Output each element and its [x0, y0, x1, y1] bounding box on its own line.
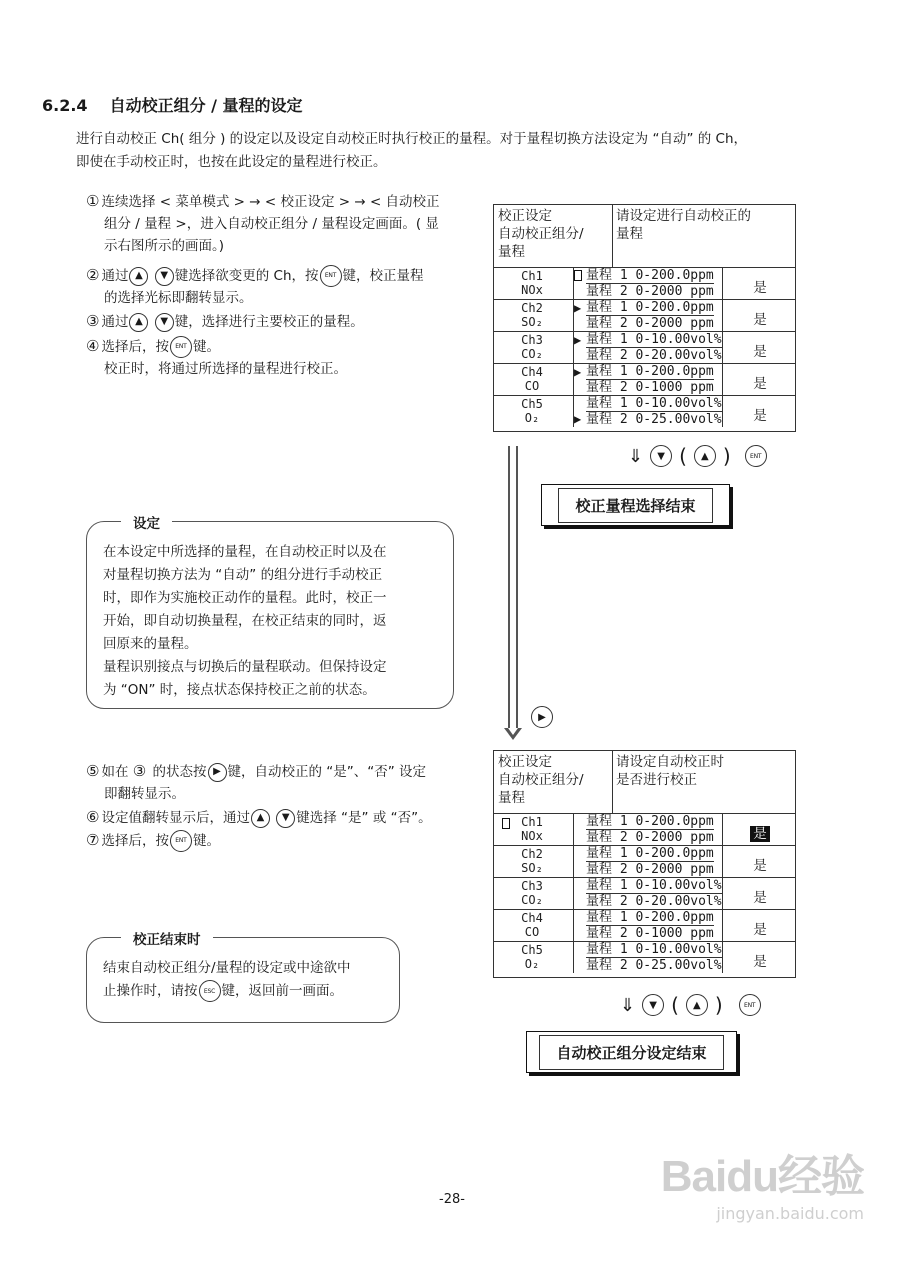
- step-text: 如在: [101, 764, 129, 780]
- lcd-header-left: [498, 207, 610, 261]
- section-number: 6.2.4: [42, 96, 88, 115]
- setting-note: [86, 516, 454, 709]
- lcd-header-text: 请设定自动校正时: [616, 754, 724, 770]
- auto-cal-value[interactable]: 是: [753, 376, 767, 392]
- gas-label: O₂: [524, 411, 540, 425]
- lcd-header-text: 自动校正组分/: [498, 772, 584, 788]
- cursor-arrow-icon: ▶: [574, 333, 582, 347]
- cursor-arrow-icon: ▶: [574, 365, 582, 379]
- channel-label: Ch5: [521, 397, 543, 411]
- step-number: ⑥: [86, 808, 100, 826]
- lcd-header-text: 自动校正组分/: [498, 226, 584, 242]
- lcd-row[interactable]: [494, 332, 795, 364]
- flow-arrow-line: [508, 446, 518, 728]
- paren-close: ): [714, 993, 723, 1017]
- channel-label: Ch2: [521, 301, 543, 315]
- range-2[interactable]: 量程 2 0-2000 ppm: [586, 316, 714, 331]
- cursor-box-icon: [574, 270, 582, 281]
- auto-cal-value[interactable]: 是: [753, 344, 767, 360]
- note-title: 设定: [121, 512, 172, 532]
- step-text: 键。: [192, 833, 220, 849]
- step-text: 的状态按: [152, 764, 207, 780]
- lcd-header-right: [616, 207, 751, 243]
- note-line: 回原来的量程。: [103, 636, 198, 652]
- esc-key-icon: ESC: [199, 980, 221, 1002]
- note-line: 键，返回前一画面。: [221, 983, 343, 999]
- step-text: 组分 / 量程 >，进入自动校正组分 / 量程设定画面。( 显: [104, 216, 439, 232]
- step-text: 设定值翻转显示后，通过: [101, 810, 250, 826]
- step-text: 通过: [101, 314, 129, 330]
- note-line: 对量程切换方法为 “自动” 的组分进行手动校正: [103, 567, 383, 583]
- lcd-header-text: 量程: [498, 244, 525, 260]
- range-2[interactable]: 量程 2 0-1000 ppm: [586, 380, 714, 395]
- gas-label: SO₂: [521, 861, 543, 875]
- note-line: 量程识别接点与切换后的量程联动。但保持设定: [103, 659, 387, 675]
- range-1: 量程 1 0-200.0ppm: [586, 814, 714, 829]
- lcd-row[interactable]: [494, 910, 795, 942]
- end-note: [86, 932, 400, 1023]
- range-2: 量程 2 0-25.00vol%: [586, 958, 722, 973]
- lcd-row[interactable]: [494, 814, 795, 846]
- note-body: [103, 957, 351, 1003]
- lcd-header-text: 量程: [616, 226, 643, 242]
- step-text: 键，选择进行主要校正的量程。: [174, 314, 364, 330]
- step-5: [86, 760, 486, 805]
- gas-label: NOx: [521, 283, 543, 297]
- range-1: 量程 1 0-200.0ppm: [586, 846, 714, 861]
- note-line: 时，即作为实施校正动作的量程。此时，校正一: [103, 590, 387, 606]
- note-title: 校正结束时: [121, 928, 213, 948]
- right-key-icon: ▶: [531, 706, 553, 728]
- auto-cal-value[interactable]: 是: [753, 858, 767, 874]
- down-key-icon: ▼: [276, 809, 295, 828]
- step-text: 即翻转显示。: [104, 786, 185, 802]
- step-number: ④: [86, 337, 100, 355]
- gas-label: CO₂: [521, 347, 543, 361]
- gas-label: O₂: [524, 957, 540, 971]
- channel-label: Ch4: [521, 911, 543, 925]
- down-key-icon: ▼: [650, 445, 672, 467]
- key-sequence-1: [628, 444, 768, 468]
- step-text: 键选择欲变更的 Ch，按: [174, 268, 319, 284]
- range-2: 量程 2 0-20.00vol%: [586, 894, 722, 909]
- double-down-arrow-icon: ⇓: [628, 445, 644, 467]
- lcd-header: [494, 751, 795, 814]
- auto-cal-value[interactable]: 是: [753, 280, 767, 296]
- range-2: 量程 2 0-1000 ppm: [586, 926, 714, 941]
- range-2[interactable]: 量程 2 0-2000 ppm: [586, 284, 714, 299]
- gas-label: CO: [524, 925, 540, 939]
- auto-cal-value[interactable]: 是: [753, 312, 767, 328]
- note-line: 结束自动校正组分/量程的设定或中途欲中: [103, 960, 351, 976]
- step-number: ②: [86, 266, 100, 284]
- auto-cal-value[interactable]: 是: [753, 954, 767, 970]
- step-text: 连续选择 < 菜单模式 > → < 校正设定 > → < 自动校正: [101, 194, 440, 210]
- ent-key-icon: ENT: [170, 336, 192, 358]
- auto-cal-value-selected[interactable]: [725, 822, 795, 842]
- lcd-header-text: 请设定进行自动校正的: [616, 208, 751, 224]
- section-title: 自动校正组分 / 量程的设定: [109, 96, 303, 115]
- paren-open: (: [679, 444, 687, 468]
- step-number: ⑤: [86, 762, 100, 780]
- ent-key-icon: ENT: [739, 994, 761, 1016]
- channel-label: Ch1: [521, 815, 543, 829]
- range-1[interactable]: 量程 1 0-200.0ppm: [586, 268, 714, 283]
- down-key-icon: ▼: [642, 994, 664, 1016]
- end-box-label: 校正量程选择结束: [558, 488, 712, 523]
- step-text: 键选择 “是” 或 “否”。: [296, 810, 432, 826]
- auto-cal-value[interactable]: 是: [753, 890, 767, 906]
- step-text: 键，自动校正的 “是”、“否” 设定: [227, 764, 427, 780]
- range-1[interactable]: 量程 1 0-200.0ppm: [586, 300, 714, 315]
- end-box-range: [541, 484, 730, 526]
- range-2[interactable]: 量程 2 0-25.00vol%: [586, 412, 722, 427]
- channel-label: Ch1: [521, 269, 543, 283]
- step-text: 校正时，将通过所选择的量程进行校正。: [104, 361, 347, 377]
- up-key-icon: ▲: [129, 267, 148, 286]
- double-down-arrow-icon: ⇓: [620, 994, 636, 1016]
- paren-open: (: [671, 993, 679, 1017]
- note-body: [103, 541, 387, 702]
- range-2: 量程 2 0-2000 ppm: [586, 830, 714, 845]
- range-1: 量程 1 0-200.0ppm: [586, 910, 714, 925]
- key-sequence-2: [620, 993, 762, 1017]
- lcd-header-left: [498, 753, 610, 807]
- lcd-header: [494, 205, 795, 268]
- intro-paragraph: [76, 128, 876, 174]
- range-1[interactable]: 量程 1 0-10.00vol%: [586, 332, 722, 347]
- channel-label: Ch2: [521, 847, 543, 861]
- channel-label: Ch4: [521, 365, 543, 379]
- range-1: 量程 1 0-10.00vol%: [586, 878, 722, 893]
- up-key-icon: ▲: [251, 809, 270, 828]
- step-text: 键。: [192, 339, 220, 355]
- end-box-label: 自动校正组分设定结束: [539, 1035, 723, 1070]
- lcd-header-text: 校正设定: [498, 208, 552, 224]
- note-line: 为 “ON” 时，接点状态保持校正之前的状态。: [103, 682, 376, 698]
- lcd-row[interactable]: [494, 942, 795, 973]
- gas-label: CO: [524, 379, 540, 393]
- up-key-icon: ▲: [694, 445, 716, 467]
- right-key-icon: ▶: [208, 763, 227, 782]
- ent-key-icon: ENT: [170, 830, 192, 852]
- step-text: 示右图所示的画面。): [104, 238, 225, 254]
- section-heading: [42, 93, 303, 116]
- lcd-row[interactable]: [494, 878, 795, 910]
- lcd-row[interactable]: [494, 300, 795, 332]
- paren-close: ): [722, 444, 731, 468]
- cursor-arrow-icon: ▶: [574, 301, 582, 315]
- step-text: 通过: [101, 268, 129, 284]
- watermark: [661, 1140, 864, 1223]
- lcd-screen-auto-cal: [493, 750, 796, 978]
- intro-line: 即使在手动校正时，也按在此设定的量程进行校正。: [76, 154, 387, 170]
- lcd-header-text: 是否进行校正: [616, 772, 697, 788]
- range-1[interactable]: 量程 1 0-10.00vol%: [586, 396, 722, 411]
- ent-key-icon: ENT: [320, 265, 342, 287]
- step-3: [86, 310, 486, 333]
- note-line: 开始，即自动切换量程，在校正结束的同时，返: [103, 613, 387, 629]
- lcd-row[interactable]: [494, 364, 795, 396]
- lcd-header-right: [616, 753, 724, 789]
- auto-cal-value[interactable]: 是: [753, 408, 767, 424]
- step-text: 的选择光标即翻转显示。: [104, 290, 253, 306]
- range-1[interactable]: 量程 1 0-200.0ppm: [586, 364, 714, 379]
- channel-label: Ch3: [521, 879, 543, 893]
- step-6: [86, 806, 506, 829]
- ent-key-icon: ENT: [745, 445, 767, 467]
- lcd-screen-range: [493, 204, 796, 432]
- step-reference: ③: [132, 762, 147, 780]
- step-number: ⑦: [86, 831, 100, 849]
- watermark-brand: Baidu经验: [660, 1152, 864, 1201]
- range-2: 量程 2 0-2000 ppm: [586, 862, 714, 877]
- step-text: 选择后，按: [101, 339, 169, 355]
- step-7: [86, 829, 486, 852]
- note-line: 在本设定中所选择的量程，在自动校正时以及在: [103, 544, 387, 560]
- page-number: -28-: [439, 1192, 465, 1207]
- watermark-url: jingyan.baidu.com: [716, 1204, 864, 1223]
- auto-cal-value[interactable]: 是: [750, 826, 770, 842]
- lcd-header-text: 量程: [498, 790, 525, 806]
- step-text: 选择后，按: [101, 833, 169, 849]
- auto-cal-value[interactable]: 是: [753, 922, 767, 938]
- range-2[interactable]: 量程 2 0-20.00vol%: [586, 348, 722, 363]
- note-line: 止操作时，请按: [103, 983, 198, 999]
- step-2: [86, 264, 486, 309]
- up-key-icon: ▲: [686, 994, 708, 1016]
- step-number: ①: [86, 192, 100, 210]
- lcd-header-text: 校正设定: [498, 754, 552, 770]
- end-box-auto-cal: [526, 1031, 737, 1073]
- down-key-icon: ▼: [155, 313, 174, 332]
- step-1: [86, 190, 486, 257]
- up-key-icon: ▲: [129, 313, 148, 332]
- step-text: 键，校正量程: [342, 268, 424, 284]
- flow-arrow-head-icon: [504, 728, 522, 740]
- lcd-row[interactable]: [494, 396, 795, 427]
- step-4: [86, 335, 486, 380]
- cursor-arrow-icon: ▶: [574, 412, 582, 426]
- range-1: 量程 1 0-10.00vol%: [586, 942, 722, 957]
- intro-line: 进行自动校正 Ch( 组分 ) 的设定以及设定自动校正时执行校正的量程。对于量程切换方法设定为 “自动” 的 Ch，: [76, 131, 748, 147]
- lcd-row[interactable]: [494, 846, 795, 878]
- down-key-icon: ▼: [155, 267, 174, 286]
- step-number: ③: [86, 312, 100, 330]
- gas-label: NOx: [521, 829, 543, 843]
- channel-label: Ch3: [521, 333, 543, 347]
- channel-label: Ch5: [521, 943, 543, 957]
- gas-label: SO₂: [521, 315, 543, 329]
- lcd-row[interactable]: [494, 268, 795, 300]
- gas-label: CO₂: [521, 893, 543, 907]
